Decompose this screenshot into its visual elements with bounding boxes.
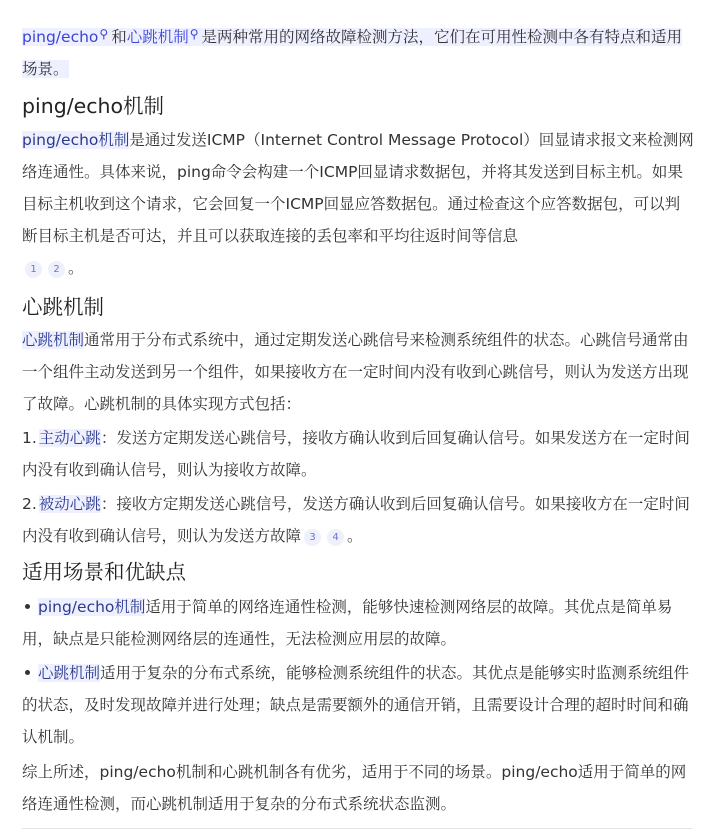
list-text: ：发送方定期发送心跳信号，接收方确认收到后回复确认信号。如果发送方在一定时间内没有收到确认信号，则认为接收方故障。 xyxy=(22,429,690,479)
bullet-term: ping/echo机制 xyxy=(38,598,146,616)
list-text: ：接收方定期发送心跳信号，发送方确认收到后回复确认信号。如果接收方在一定时间内没有收到确认信号，则认为发送方故障 xyxy=(22,495,690,545)
summary-paragraph: 综上所述，ping/echo机制和心跳机制各有优劣，适用于不同的场景。ping/echo适用于简单的网络连通性检测，而心跳机制适用于复杂的分布式系统状态监测。 xyxy=(22,763,687,813)
search-icon[interactable]: ⚲ xyxy=(189,27,199,41)
bullet-term: 心跳机制 xyxy=(38,664,101,682)
citation-badge[interactable]: 2 xyxy=(48,261,65,278)
bullet-dot xyxy=(25,670,30,675)
term-link-heartbeat[interactable]: 心跳机制 xyxy=(126,28,189,46)
divider xyxy=(22,828,692,829)
ping-end: 。 xyxy=(68,259,84,277)
citation-badge[interactable]: 3 xyxy=(304,529,321,546)
heading-ping-echo: ping/echo机制 xyxy=(22,94,165,118)
list-end: 。 xyxy=(347,527,363,545)
list-term: 主动心跳 xyxy=(38,429,101,447)
citation-badge[interactable]: 1 xyxy=(25,261,42,278)
list-term: 被动心跳 xyxy=(38,495,101,513)
list-item xyxy=(22,422,694,486)
bullet-item xyxy=(22,591,694,655)
bullet-text: 适用于简单的网络连通性检测，能够快速检测网络层的故障。其优点是简单易用，缺点是只能检测网络层的连通性，无法检测应用层的故障。 xyxy=(22,598,673,648)
search-icon[interactable]: ⚲ xyxy=(99,27,109,41)
intro-text: 是两种常用的网络故障检测方法，它们在可用性检测中各有特点和适用场景。 xyxy=(22,28,683,78)
citation-badge[interactable]: 4 xyxy=(327,529,344,546)
heartbeat-paragraph xyxy=(22,324,694,420)
ping-term: ping/echo机制 xyxy=(22,131,130,149)
bullet-text: 适用于复杂的分布式系统，能够检测系统组件的状态。其优点是能够实时监测系统组件的状态，及时发现故障并进行处理；缺点是需要额外的通信开销，且需要设计合理的超时时间和确认机制。 xyxy=(22,664,690,746)
intro-paragraph xyxy=(22,18,694,85)
heading-heartbeat: 心跳机制 xyxy=(22,295,104,319)
heartbeat-text: 通常用于分布式系统中，通过定期发送心跳信号来检测系统组件的状态。心跳信号通常由一个组件主动发送到另一个组件，如果接收方在一定时间内没有收到心跳信号，则认为发送方出现了故障。心跳机制的具体实现方式包括： xyxy=(22,331,689,413)
bullet-dot xyxy=(25,604,30,609)
ping-paragraph xyxy=(22,124,694,284)
ping-text: 是通过发送ICMP（Internet Control Message Protocol）回显请求报文来检测网络连通性。具体来说，ping命令会构建一个ICMP回显请求数据包，并将其发送到目标主机。如果目标主机收到这个请求，它会回复一个ICMP回显应答数据包。通过检查这个应答数据包，可以判断目标主机是否可达，并且可以获取连接的丢包率和平均往返时间等信息 xyxy=(22,131,694,245)
list-item xyxy=(22,488,694,552)
intro-conjunction: 和 xyxy=(111,28,127,46)
term-link-ping-echo[interactable]: ping/echo xyxy=(22,28,99,46)
heading-scenarios: 适用场景和优缺点 xyxy=(22,560,186,584)
heartbeat-term: 心跳机制 xyxy=(22,331,85,349)
bullet-item xyxy=(22,657,694,753)
list-number: 2. xyxy=(22,495,37,513)
list-number: 1. xyxy=(22,429,37,447)
